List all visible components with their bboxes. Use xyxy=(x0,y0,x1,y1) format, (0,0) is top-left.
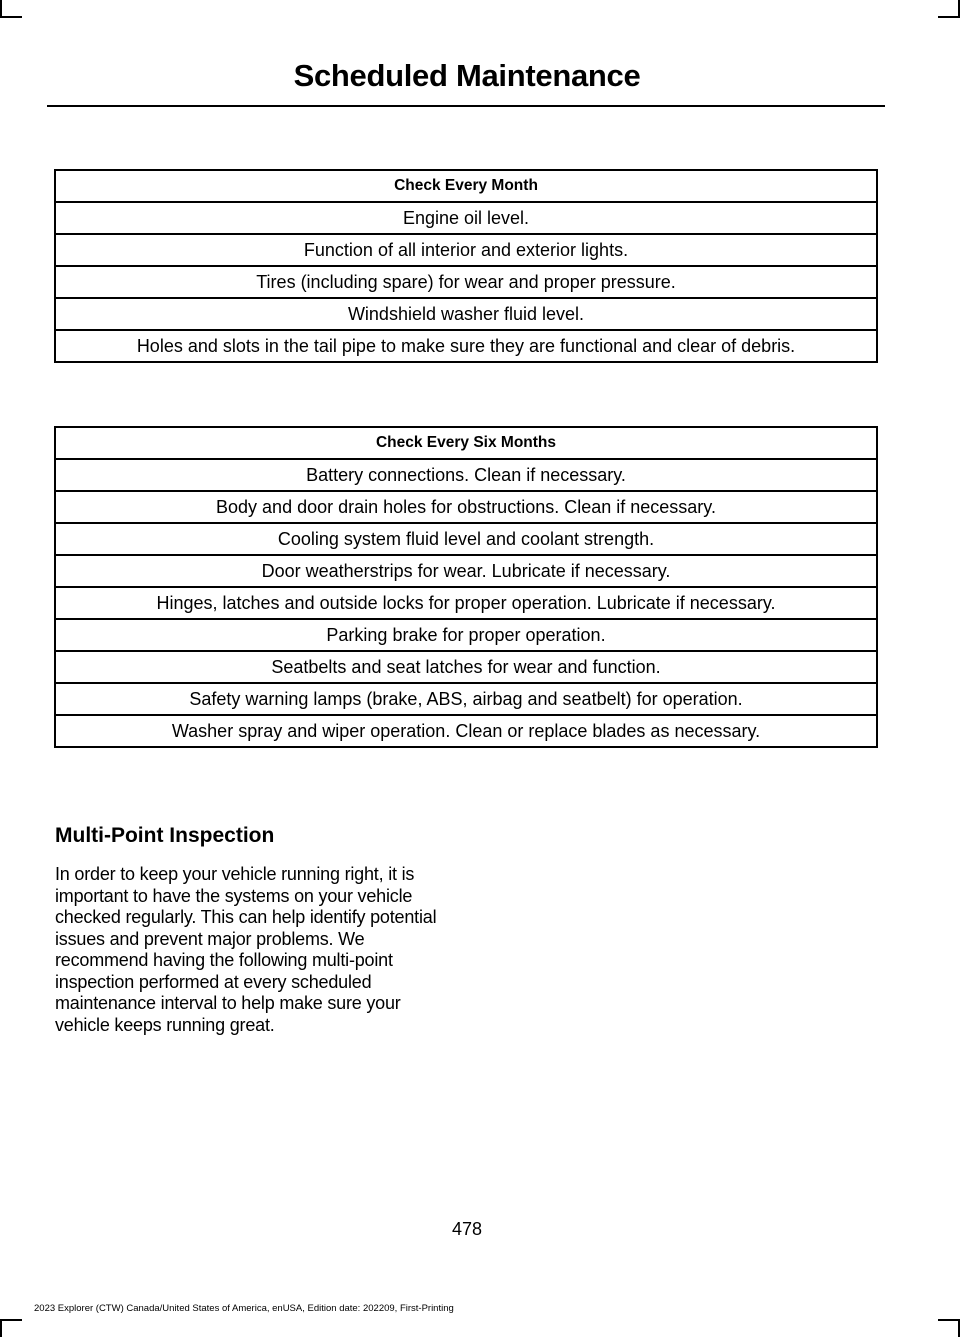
table-cell: Battery connections. Clean if necessary. xyxy=(55,459,877,491)
table-cell: Seatbelts and seat latches for wear and function. xyxy=(55,651,877,683)
monthly-check-table xyxy=(54,169,878,363)
table-row xyxy=(55,715,877,747)
crop-mark-top-right xyxy=(938,16,960,18)
crop-mark-bottom-left xyxy=(0,1319,22,1321)
table-row xyxy=(55,459,877,491)
table-cell: Safety warning lamps (brake, ABS, airbag and seatbelt) for operation. xyxy=(55,683,877,715)
table-cell: Holes and slots in the tail pipe to make sure they are functional and clear of debris. xyxy=(55,330,877,362)
table-cell: Engine oil level. xyxy=(55,202,877,234)
table-cell: Parking brake for proper operation. xyxy=(55,619,877,651)
six-month-check-table xyxy=(54,426,878,748)
table-cell: Washer spray and wiper operation. Clean or replace blades as necessary. xyxy=(55,715,877,747)
table-cell: Hinges, latches and outside locks for proper operation. Lubricate if necessary. xyxy=(55,587,877,619)
title-divider xyxy=(47,105,885,107)
section-heading: Multi-Point Inspection xyxy=(55,824,275,847)
crop-mark-top-left xyxy=(0,16,22,18)
table-row xyxy=(55,651,877,683)
table-row xyxy=(55,619,877,651)
section-body-text: In order to keep your vehicle running right, it is important to have the systems on your vehicle checked regularly. This can help identify potential issues and prevent major problems. We recommend having the following multi-point inspection performed at every scheduled maintenance interval to help make sure your vehicle keeps running great. xyxy=(55,864,437,1035)
table-row xyxy=(55,491,877,523)
table-row xyxy=(55,298,877,330)
edition-footer: 2023 Explorer (CTW) Canada/United States of America, enUSA, Edition date: 202209, First-Printing xyxy=(34,1303,454,1314)
table-cell: Windshield washer fluid level. xyxy=(55,298,877,330)
table-row xyxy=(55,587,877,619)
page-number: 478 xyxy=(451,1219,483,1239)
table-row xyxy=(55,330,877,362)
page-title: Scheduled Maintenance xyxy=(293,58,641,93)
table-heading: Check Every Month xyxy=(55,170,877,202)
table-row xyxy=(55,523,877,555)
crop-mark-bottom-left xyxy=(0,1319,2,1337)
table-cell: Function of all interior and exterior lights. xyxy=(55,234,877,266)
table-row xyxy=(55,683,877,715)
table-row xyxy=(55,202,877,234)
crop-mark-bottom-right xyxy=(938,1319,960,1321)
table-header-row xyxy=(55,170,877,202)
table-row xyxy=(55,234,877,266)
table-header-row xyxy=(55,427,877,459)
table-cell: Cooling system fluid level and coolant strength. xyxy=(55,523,877,555)
table-cell: Door weatherstrips for wear. Lubricate if necessary. xyxy=(55,555,877,587)
table-row xyxy=(55,555,877,587)
table-cell: Body and door drain holes for obstructions. Clean if necessary. xyxy=(55,491,877,523)
table-row xyxy=(55,266,877,298)
table-heading: Check Every Six Months xyxy=(55,427,877,459)
table-cell: Tires (including spare) for wear and proper pressure. xyxy=(55,266,877,298)
